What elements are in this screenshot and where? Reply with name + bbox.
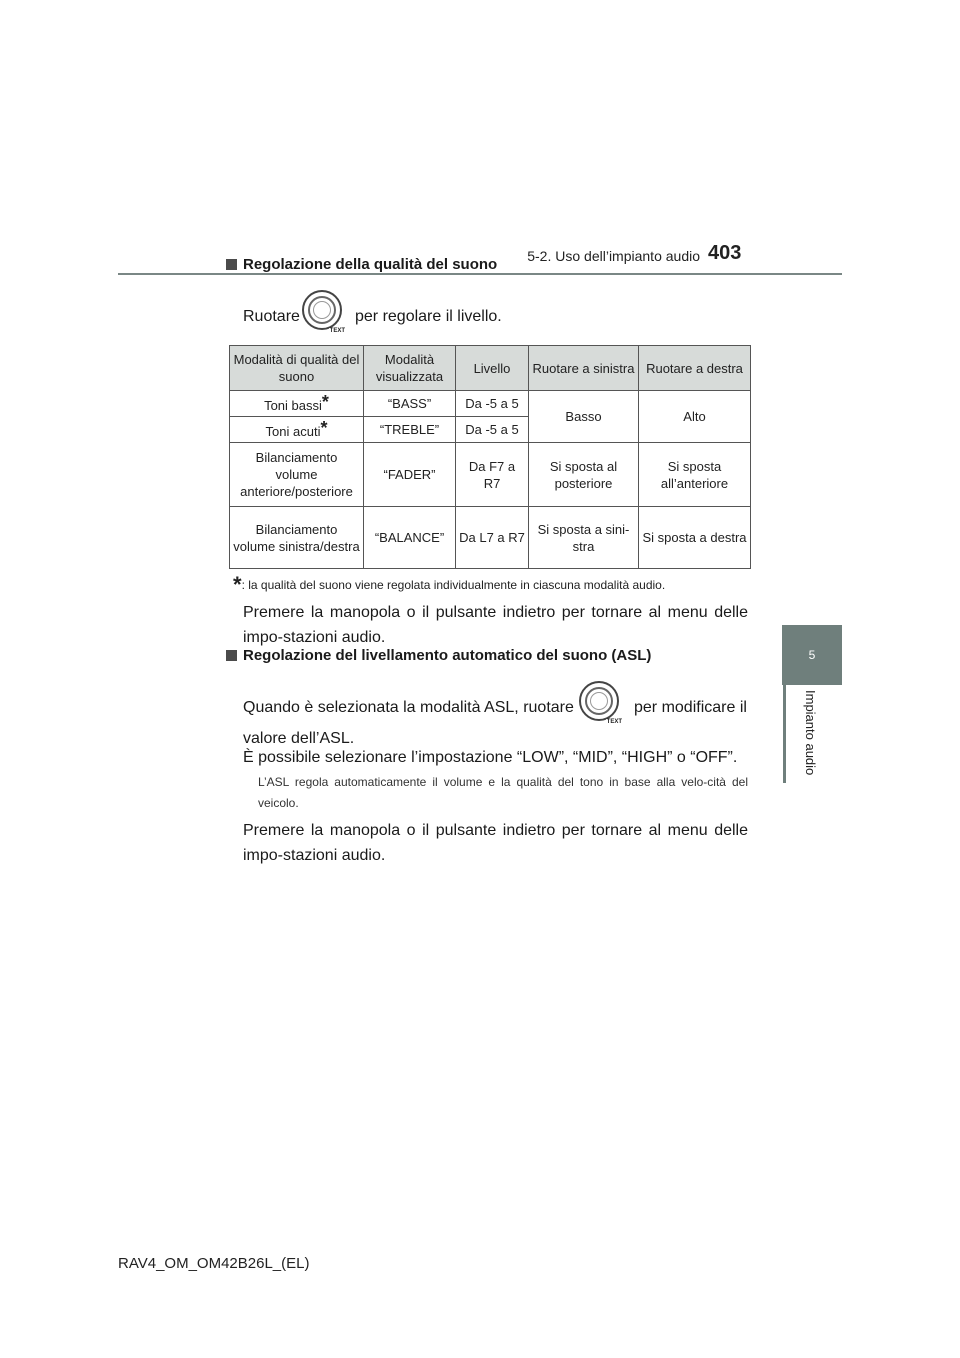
table-cell: Si sposta all’anteriore [639,443,751,507]
footnote-asterisk: * [233,572,242,597]
asl-note: L’ASL regola automaticamente il volume e la qualità del tono in base alla velo-cità del veicolo. [258,775,748,810]
table-cell: “BASS” [364,391,456,417]
rotate-instruction-suffix: per regolare il livello. [355,308,502,325]
page-number: 403 [708,242,742,264]
table-cell: Bilanciamento volume anteriore/posteriore [230,443,364,507]
section-heading-asl [226,647,651,664]
bullet-square-icon [226,259,237,270]
asl-instruction-suffix: per modificare il [634,699,747,716]
chapter-number: 5 [808,648,816,662]
header-divider [118,273,842,275]
table-cell [230,417,364,443]
table-cell: Bilanciamento volume sinistra/destra [230,507,364,569]
column-header: Modalità di qualità del suono [230,346,364,391]
asterisk-marker: * [321,391,329,412]
footnote-text: : la qualità del suono viene regolata individualmente in ciascuna modalità audio. [241,578,666,592]
table-cell: Si sposta a sini-stra [529,507,639,569]
chapter-label: Impianto audio [803,690,818,776]
table-cell: “TREBLE” [364,417,456,443]
return-instruction-2: Premere la manopola o il pulsante indietro per tornare al menu delle impo-stazioni audio. [243,822,748,864]
chapter-tab [782,625,842,685]
table-cell [230,391,364,417]
asl-instruction-continuation: valore dell’ASL. [243,730,355,747]
table-cell: Da L7 a R7 [456,507,529,569]
footnote [233,572,665,598]
table-cell: Alto [639,391,751,443]
chapter-tab-bar [783,685,786,783]
mode-text: Toni acuti [265,423,321,439]
section-heading-sound-quality [226,256,497,273]
table-cell: Da F7 a R7 [456,443,529,507]
mode-text: Toni bassi [264,397,322,413]
table-row [230,391,751,417]
document-code: RAV4_OM_OM42B26L_(EL) [118,1255,310,1272]
column-header: Livello [456,346,529,391]
table-cell: Da -5 a 5 [456,391,529,417]
header-section-title: 5-2. Uso dell’impianto audio [527,248,700,264]
heading-text: Regolazione del livellamento automatico del suono (ASL) [243,647,652,664]
heading-text: Regolazione della qualità del suono [243,256,498,273]
return-instruction-1: Premere la manopola o il pulsante indietro per tornare al menu delle impo-stazioni audio. [243,604,748,646]
column-header: Modalità visualizzata [364,346,456,391]
table-cell: “BALANCE” [364,507,456,569]
table-cell: Da -5 a 5 [456,417,529,443]
table-row [230,507,751,569]
knob-text-label: TEXT [329,328,345,334]
column-header: Ruotare a destra [639,346,751,391]
column-header: Ruotare a sinistra [529,346,639,391]
table-row [230,443,751,507]
sound-settings-table [229,345,751,569]
bullet-square-icon [226,650,237,661]
tune-knob-icon [302,290,345,335]
table-cell: Si sposta al posteriore [529,443,639,507]
asterisk-marker: * [320,417,328,438]
tune-knob-icon [579,681,622,726]
table-cell: Si sposta a destra [639,507,751,569]
rotate-instruction-label: Ruotare [243,308,300,325]
asl-instruction-prefix: Quando è selezionata la modalità ASL, ruotare [243,699,574,716]
knob-text-label: TEXT [606,719,622,725]
table-cell: Basso [529,391,639,443]
table-cell: “FADER” [364,443,456,507]
asl-options-text: È possibile selezionare l’impostazione “LOW”, “MID”, “HIGH” o “OFF”. [243,749,738,766]
table-header-row [230,346,751,391]
